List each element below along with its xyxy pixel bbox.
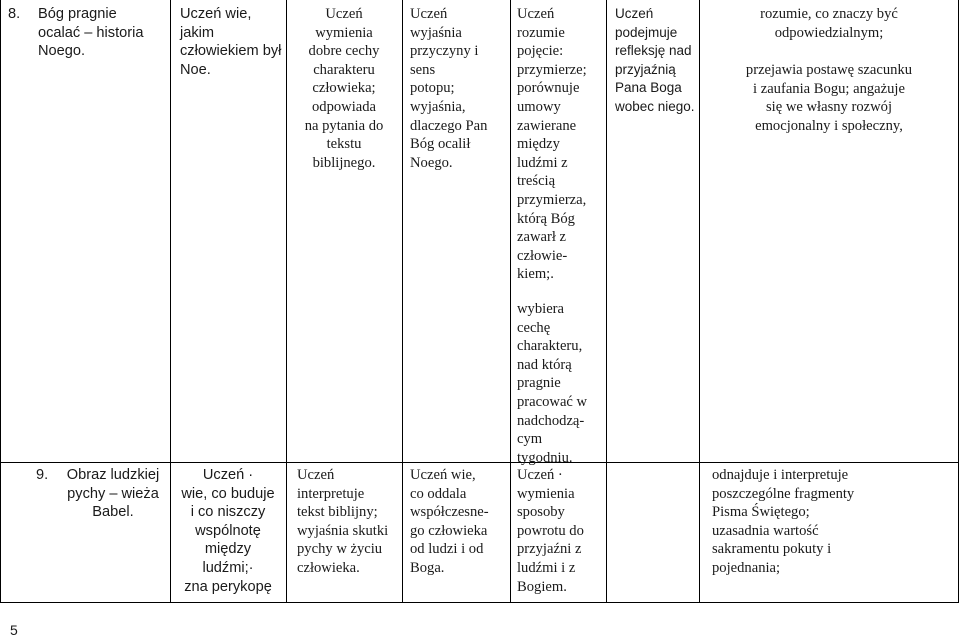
row-divider — [0, 462, 959, 463]
requirements-full: Uczeń wyjaśnia przyczyny i sens potopu; wyjaśnia, dlaczego Pan Bóg ocalił Noego. — [410, 6, 488, 171]
educational-goals-more: przejawia postawę szacunku i zaufania Bogu; angażuje się we własny rozwój emocjonalny i społeczny, — [745, 62, 913, 134]
table-border-bottom — [0, 602, 959, 603]
requirements-advanced: Uczeń rozumie pojęcie: przymierze; porównuje umowy zawierane między ludźmi z treścią przymierza, którą Bóg zawarł z człowie- kiem;. — [517, 6, 587, 283]
requirements-advanced-extra: wybiera cechę charakteru, nad którą pragnie pracować w nadchodzą- cym tygodniu. — [517, 301, 588, 466]
requirements-advanced: Uczeń · wymienia sposoby powrotu do przyjaźni z ludźmi i z Bogiem. — [517, 467, 584, 595]
educational-goals: rozumie, co znaczy być odpowiedzialnym; — [760, 6, 898, 41]
requirements-basic: Uczeń · wie, co buduje i co niszczy wspólnotę między ludźmi;· zna perykopę — [181, 467, 275, 595]
lesson-topic: Obraz ludzkiej pychy – wieża Babel. — [66, 467, 160, 521]
requirements-extended: Uczeń interpretuje tekst biblijny; wyjaśnia skutki pychy w życiu człowieka. — [297, 467, 389, 576]
page-number: 5 — [10, 622, 18, 638]
lesson-topic: Bóg pragnie ocalać – historia Noego. — [38, 6, 144, 60]
column-divider — [286, 0, 287, 603]
table-border-left — [0, 0, 1, 603]
requirements-extended: Uczeń wymienia dobre cechy charakteru człowieka; odpowiada na pytania do tekstu biblijnego. — [304, 6, 384, 171]
lesson-number: 8. — [8, 6, 21, 22]
column-divider — [510, 0, 511, 603]
requirements-full: Uczeń wie, co oddala współczesne- go człowieka od ludzi i od Boga. — [410, 467, 489, 576]
column-divider — [402, 0, 403, 603]
educational-goals: odnajduje i interpretuje poszczególne fragmenty Pisma Świętego; uzasadnia wartość sakramentu pokuty i pojednania; — [712, 467, 855, 576]
requirements-outstanding: Uczeń podejmuje refleksję nad przyjaźnią Pana Boga wobec niego. — [615, 6, 695, 114]
column-divider — [170, 0, 171, 603]
column-divider — [699, 0, 700, 603]
lesson-number: 9. — [36, 467, 49, 483]
column-divider — [606, 0, 607, 603]
requirements-basic: Uczeń wie, jakim człowiekiem był Noe. — [180, 6, 282, 78]
